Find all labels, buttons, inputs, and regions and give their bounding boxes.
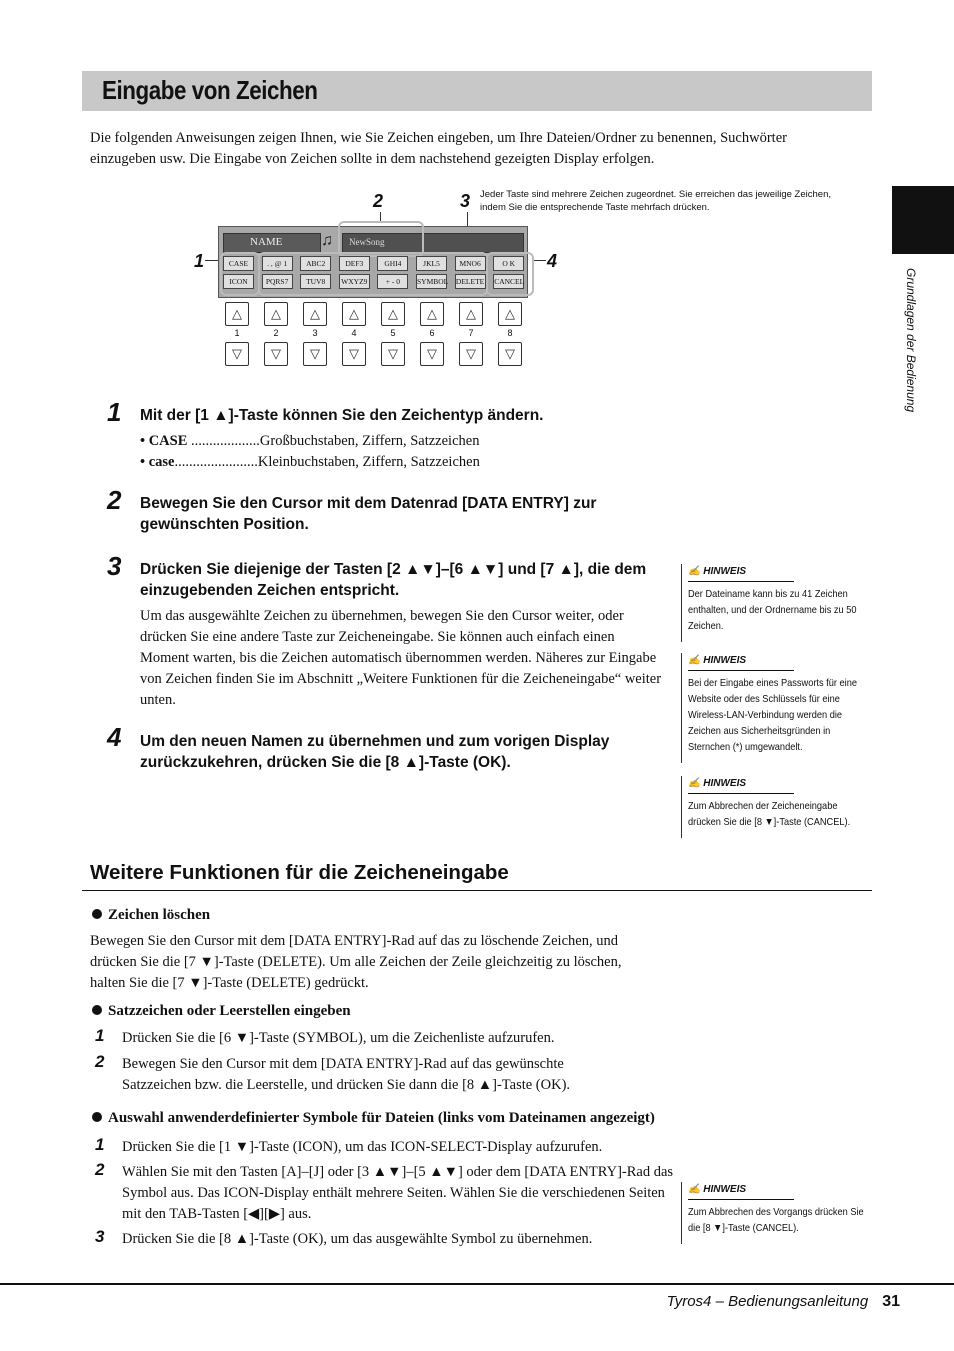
up-button-4[interactable]: △: [342, 302, 366, 326]
step-4-number: 4: [107, 722, 122, 752]
lcd-key-top: CASE: [223, 256, 254, 271]
intro-text: Die folgenden Anweisungen zeigen Ihnen, wie Sie Zeichen eingeben, um Ihre Dateien/Ordner zu benennen, Suchwörter einzugeben usw. Die Eingabe von Zeichen sollte in dem nachstehend gezeigten Display erfolgen.: [90, 130, 787, 167]
up-button-8[interactable]: △: [498, 302, 522, 326]
button-number: 5: [390, 328, 396, 338]
up-button-7[interactable]: △: [459, 302, 483, 326]
note-1: [681, 564, 868, 642]
music-note-icon: ♫: [321, 232, 333, 249]
lcd-key-bottom: TUV8: [300, 274, 331, 289]
button-number: 6: [429, 328, 435, 338]
lcd-key-bottom: CANCEL: [493, 274, 524, 289]
callout-4: 4: [547, 251, 558, 271]
note-4: [681, 1182, 868, 1244]
down-button-4[interactable]: ▽: [342, 342, 366, 366]
chapter-label-text: Grundlagen der Bedienung: [904, 268, 918, 413]
chapter-tab: [892, 186, 954, 254]
section-title: Weitere Funktionen für die Zeicheneingabe: [90, 861, 509, 884]
button-number: 7: [468, 328, 474, 338]
note-label: [688, 1182, 794, 1200]
icon-step-3-text: Drücken Sie die [8 ▲]-Taste (OK), um das ausgewählte Symbol zu übernehmen.: [122, 1231, 593, 1247]
lcd-name-value: NewSong: [349, 237, 385, 247]
up-button-1[interactable]: △: [225, 302, 249, 326]
lcd-name-label: NAME: [250, 236, 283, 248]
note-label: [688, 776, 794, 794]
icon-heading-text: Auswahl anwenderdefinierter Symbole für Dateien (links vom Dateinamen angezeigt): [108, 1110, 655, 1126]
note-2: [681, 653, 868, 763]
note-text: Der Dateiname kann bis zu 41 Zeichen enthalten, und der Ordnername bis zu 50 Zeichen.: [688, 588, 857, 632]
leader-dots: .......................: [174, 454, 258, 470]
down-button-7[interactable]: ▽: [459, 342, 483, 366]
delete-body: Bewegen Sie den Cursor mit dem [DATA ENTRY]-Rad auf das zu löschende Zeichen, und drücken Sie die [7 ▼]-Taste (DELETE). Um alle Zeichen der Zeile gleichzeitig zu löschen, halten Sie die [7 ▼]-Taste (DELETE) gedrückt.: [90, 933, 622, 991]
note-label-text: HINWEIS: [703, 1184, 747, 1195]
symbols-heading: [92, 1003, 351, 1020]
icon-step-2-number: 2: [95, 1160, 105, 1179]
case-desc-lower: Kleinbuchstaben, Ziffern, Satzzeichen: [257, 454, 480, 470]
page-number: 31: [882, 1293, 900, 1310]
pencil-icon: ✍: [688, 1184, 704, 1195]
icon-heading: [92, 1110, 812, 1127]
step-2-number: 2: [107, 485, 122, 515]
pencil-icon: ✍: [688, 566, 704, 577]
symbols-step-2-text: Bewegen Sie den Cursor mit dem [DATA ENTRY]-Rad auf das gewünschte Satzzeichen bzw. die Leerstelle, und drücken Sie dann die [8 ▲]-Taste (OK).: [122, 1056, 571, 1093]
case-item-upper: [140, 431, 660, 452]
delete-heading-text: Zeichen löschen: [108, 907, 211, 923]
section-divider: [82, 890, 872, 891]
bullet-icon: [92, 1005, 102, 1015]
page-title: Eingabe von Zeichen: [102, 75, 318, 105]
callout-2: 2: [373, 191, 384, 211]
case-item-lower: [140, 452, 660, 473]
button-number: 8: [507, 328, 513, 338]
pencil-icon: ✍: [688, 655, 704, 666]
step-3-body: Um das ausgewählte Zeichen zu übernehmen, bewegen Sie den Cursor weiter, oder drücken Sie eine andere Taste zur Zeicheneingabe. Sie können auch einfach einen Moment warten, bis die Zeichen automatisch übernommen werden. Näheres zur Eingabe von Zeichen finden Sie im Abschnitt „Weitere Funktionen für die Zeicheneingabe“ weiter unten.: [140, 608, 662, 708]
note-text: Zum Abbrechen der Zeicheneingabe drücken Sie die [8 ▼]-Taste (CANCEL).: [688, 800, 851, 828]
chapter-label: [898, 268, 928, 468]
case-desc-upper: Großbuchstaben, Ziffern, Satzzeichen: [259, 433, 480, 449]
lcd-key-bottom: ICON: [223, 274, 254, 289]
up-button-5[interactable]: △: [381, 302, 405, 326]
lcd-key-bottom: SYMBOL: [416, 274, 447, 289]
down-button-6[interactable]: ▽: [420, 342, 444, 366]
diagram-callout-text: Jeder Taste sind mehrere Zeichen zugeordnet. Sie erreichen das jeweilige Zeichen, indem Sie die entsprechende Taste mehrfach drücken.: [480, 189, 831, 213]
symbols-heading-text: Satzzeichen oder Leerstellen eingeben: [108, 1003, 351, 1019]
button-number: 1: [234, 328, 240, 338]
step-1-heading: Mit der [1 ▲]-Taste können Sie den Zeichentyp ändern.: [140, 407, 544, 424]
icon-step-1-number: 1: [95, 1135, 105, 1154]
lcd-key-top: DEF3: [339, 256, 370, 271]
note-label-text: HINWEIS: [703, 566, 747, 577]
bullet-icon: [92, 1112, 102, 1122]
down-button-5[interactable]: ▽: [381, 342, 405, 366]
button-number: 4: [351, 328, 357, 338]
callout-1: 1: [194, 251, 205, 271]
icon-step-3-number: 3: [95, 1227, 105, 1246]
button-number: 3: [312, 328, 318, 338]
down-button-3[interactable]: ▽: [303, 342, 327, 366]
up-button-3[interactable]: △: [303, 302, 327, 326]
step-3-heading: Drücken Sie diejenige der Tasten [2 ▲▼]–[6 ▲▼] und [7 ▲], die dem einzugebenden Zeichen entspricht.: [140, 561, 647, 599]
footer: [600, 1293, 900, 1311]
case-term-lower: • case: [140, 454, 175, 470]
lcd-key-bottom: WXYZ9: [339, 274, 370, 289]
note-label: [688, 653, 794, 671]
lcd-key-top: . , @ 1: [262, 256, 293, 271]
bullet-icon: [92, 909, 102, 919]
note-label: [688, 564, 794, 582]
step-2-heading: Bewegen Sie den Cursor mit dem Datenrad [DATA ENTRY] zur gewünschten Position.: [140, 495, 597, 533]
pencil-icon: ✍: [688, 778, 704, 789]
lcd-key-top: ABC2: [300, 256, 331, 271]
footer-text: Tyros4 – Bedienungsanleitung: [666, 1293, 869, 1310]
step-1-number: 1: [107, 397, 122, 427]
symbols-step-1-text: Drücken Sie die [6 ▼]-Taste (SYMBOL), um die Zeichenliste aufzurufen.: [122, 1030, 555, 1046]
footer-rule: [0, 1283, 954, 1285]
note-text: Zum Abbrechen des Vorgangs drücken Sie die [8 ▼]-Taste (CANCEL).: [688, 1206, 864, 1234]
note-label-text: HINWEIS: [703, 778, 747, 789]
lcd-key-top: MNO6: [455, 256, 486, 271]
symbols-step-2-number: 2: [95, 1052, 105, 1071]
up-button-6[interactable]: △: [420, 302, 444, 326]
up-button-2[interactable]: △: [264, 302, 288, 326]
note-3: [681, 776, 868, 838]
lcd-key-top: O K: [493, 256, 524, 271]
lcd-name-field: [223, 233, 321, 253]
delete-heading: [92, 907, 210, 924]
leader-dots: ...................: [187, 433, 260, 449]
title-bar: [82, 71, 872, 111]
symbols-step-1-number: 1: [95, 1026, 105, 1045]
callout-3: 3: [460, 191, 471, 211]
lcd-key-top: JKL5: [416, 256, 447, 271]
step-4-heading: Um den neuen Namen zu übernehmen und zum vorigen Display zurückzukehren, drücken Sie die [8 ▲]-Taste (OK).: [140, 733, 610, 771]
case-term-upper: • CASE: [140, 433, 188, 449]
button-number: 2: [273, 328, 279, 338]
lcd-key-bottom: PQRS7: [262, 274, 293, 289]
icon-step-2-text: Wählen Sie mit den Tasten [A]–[J] oder [3 ▲▼]–[5 ▲▼] oder dem [DATA ENTRY]-Rad das Symbol aus. Das ICON-Display enthält mehrere Seiten. Wählen Sie die verschiedenen Seiten mit den TAB-Tasten [◀][▶] aus.: [122, 1164, 674, 1222]
down-button-1[interactable]: ▽: [225, 342, 249, 366]
lcd-key-bottom: + - 0: [377, 274, 408, 289]
note-text: Bei der Eingabe eines Passworts für eine Website oder des Schlüssels für eine Wireless-LAN-Verbindung werden die Zeichen aus Sicherheitsgründen in Sternchen (*) umgewandelt.: [688, 677, 857, 753]
leader-line-4: [532, 260, 546, 261]
icon-step-1-text: Drücken Sie die [1 ▼]-Taste (ICON), um das ICON-SELECT-Display aufzurufen.: [122, 1139, 603, 1155]
lcd-key-top: GHI4: [377, 256, 408, 271]
down-button-8[interactable]: ▽: [498, 342, 522, 366]
note-label-text: HINWEIS: [703, 655, 747, 666]
lcd-key-bottom: DELETE: [455, 274, 486, 289]
down-button-2[interactable]: ▽: [264, 342, 288, 366]
step-3-number: 3: [107, 551, 122, 581]
